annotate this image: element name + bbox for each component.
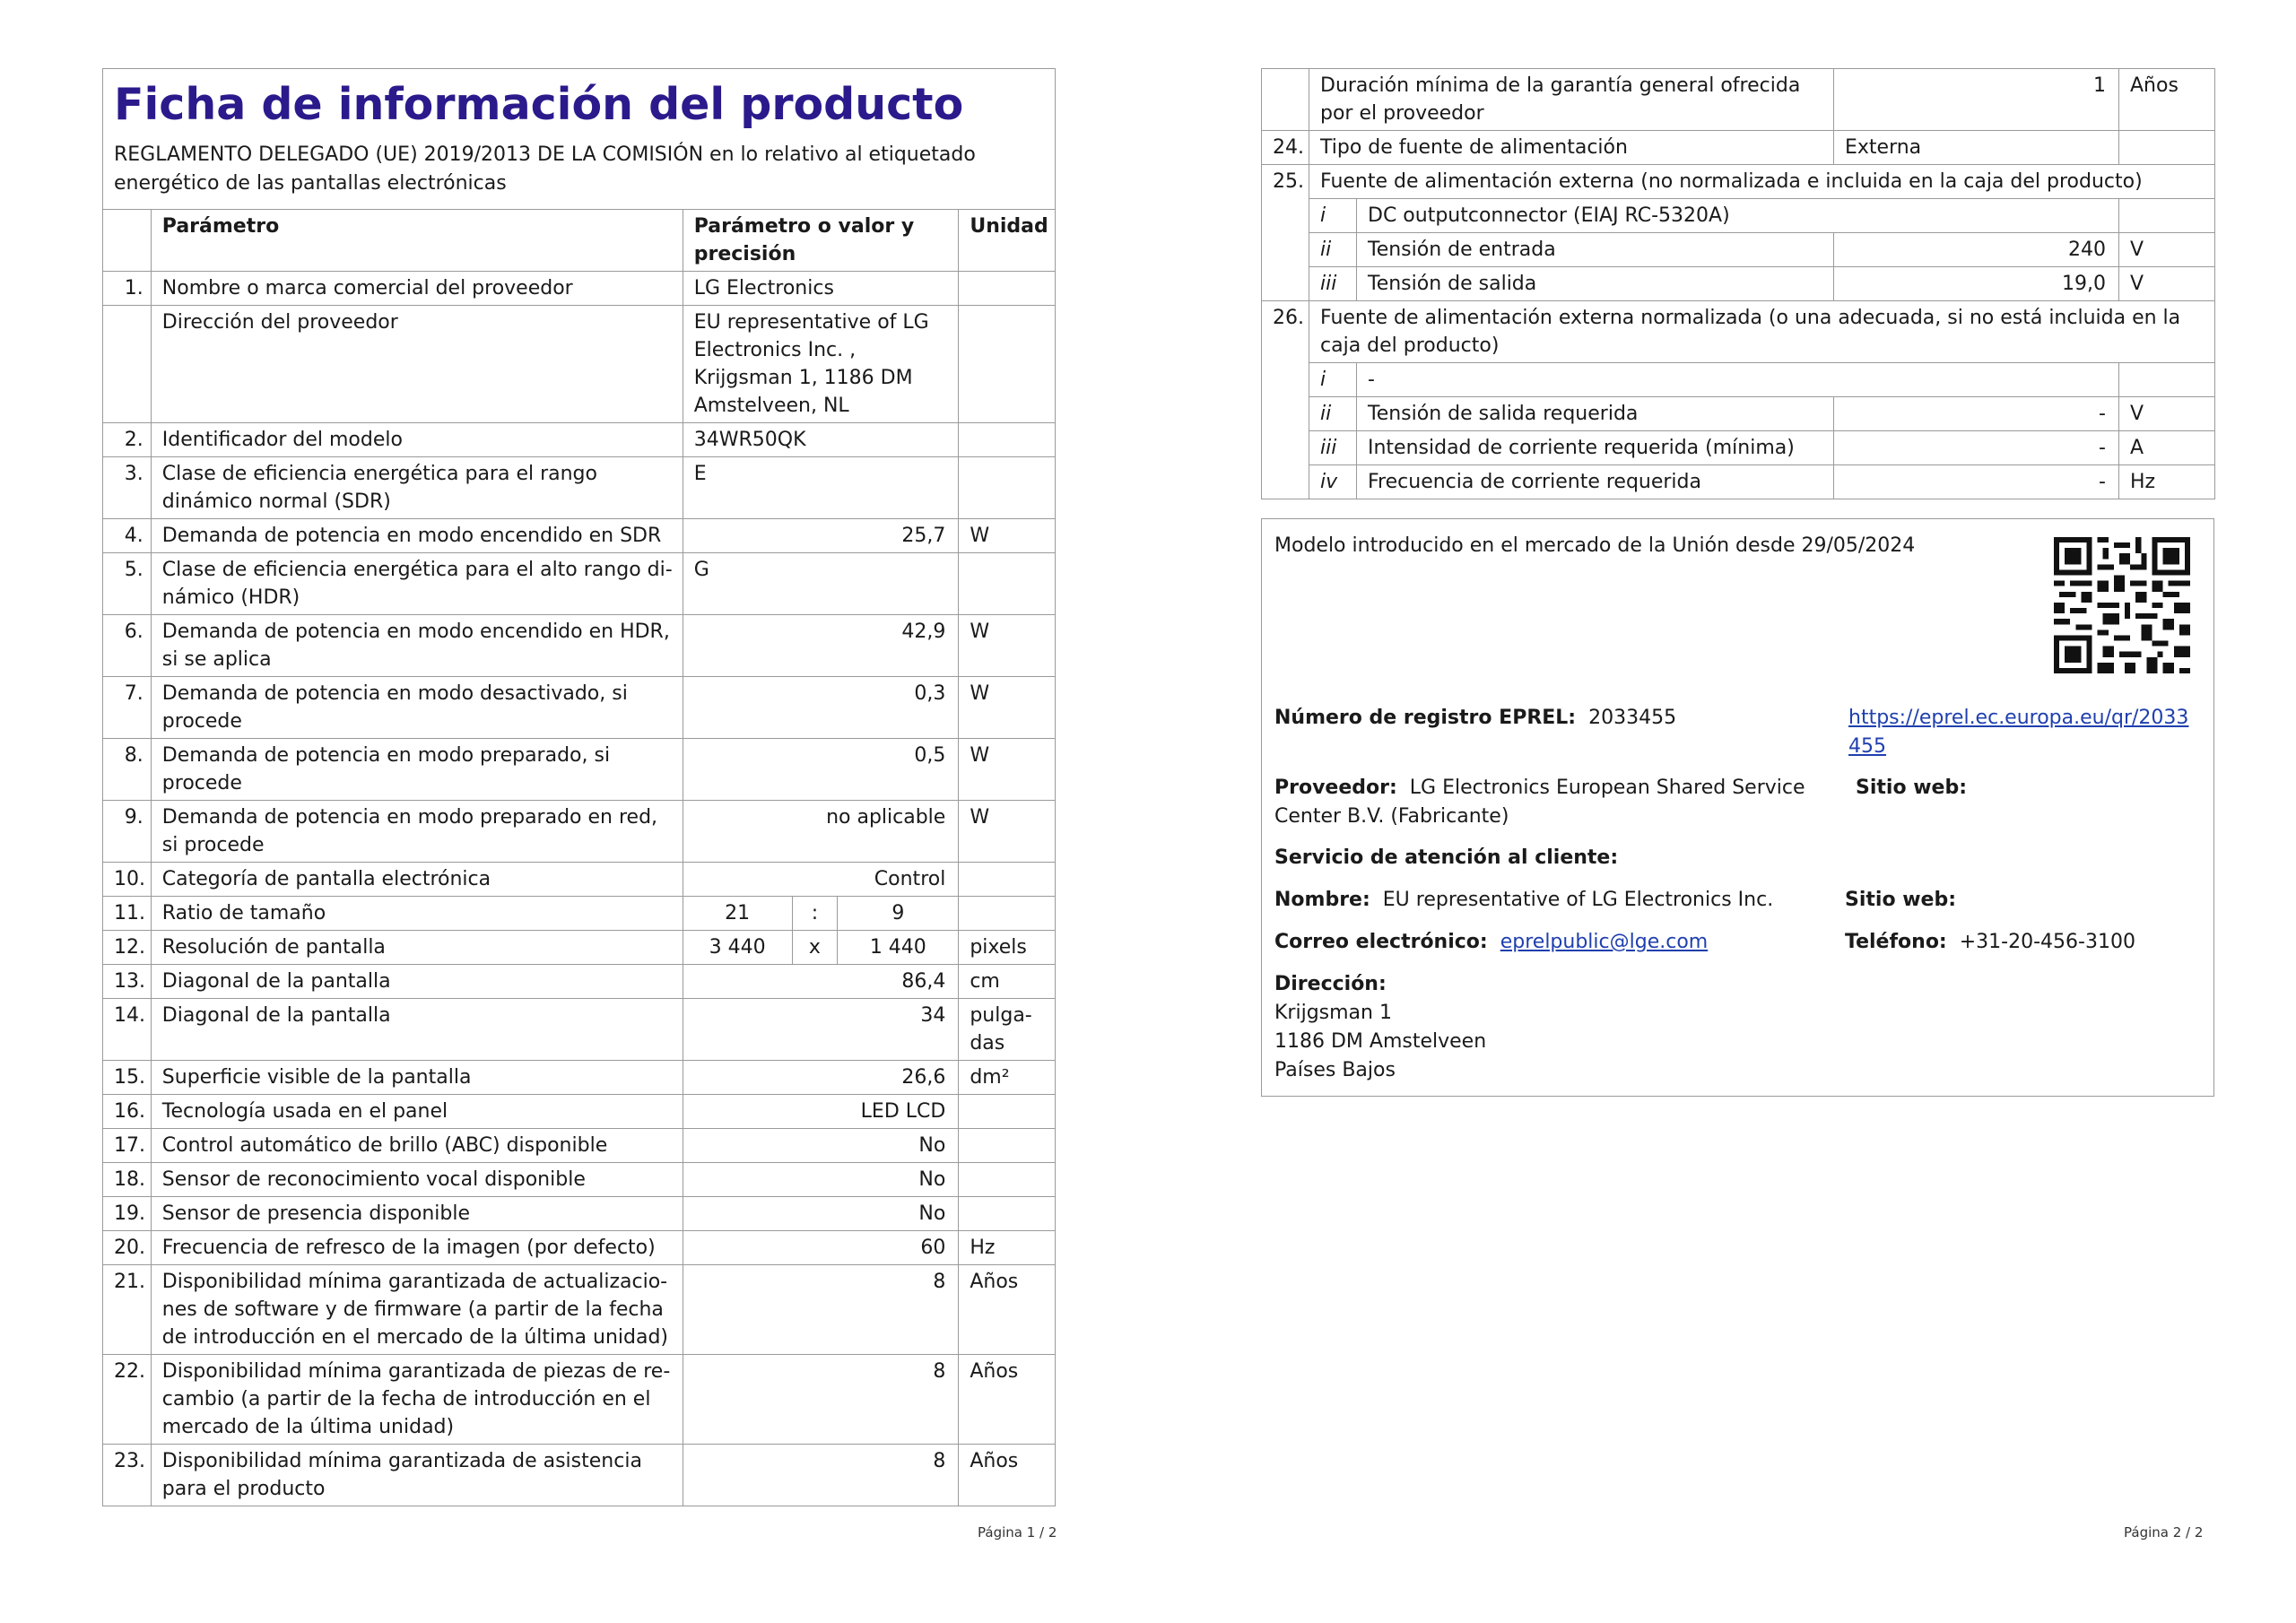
table-row: 10. Categoría de pantalla electrónica Control <box>103 863 1056 897</box>
supplier-website-label: Sitio web: <box>1856 777 1968 799</box>
table-row: iii Tensión de salida 19,0 V <box>1262 267 2215 301</box>
table-row: 4. Demanda de potencia en modo encendido en SDR 25,7 W <box>103 519 1056 553</box>
page-subtitle: REGLAMENTO DELEGADO (UE) 2019/2013 DE LA COMISIÓN en lo relativo al etiquetado energético de las pantallas electrónicas <box>114 143 976 195</box>
product-info-table <box>102 68 1056 1506</box>
table-row: 2. Identificador del modelo 34WR50QK <box>103 423 1056 457</box>
table-row: 5. Clase de eficiencia energética para el alto rango dinámico (HDR) G <box>103 553 1056 615</box>
name-row <box>1274 886 2201 915</box>
supplier-name: LG Electronics European Shared Service Center B.V. (Fabricante) <box>1274 777 1805 828</box>
phone-label: Teléfono: <box>1845 931 1947 953</box>
table-row: ii Tensión de salida requerida - V <box>1262 397 2215 431</box>
contact-website-label: Sitio web: <box>1845 889 1957 911</box>
page-2 <box>1261 68 2214 1097</box>
table-row: 17. Control automático de brillo (ABC) disponible No <box>103 1129 1056 1163</box>
table-header <box>103 210 1056 272</box>
table-row: 8. Demanda de potencia en modo preparado, si procede 0,5 W <box>103 739 1056 801</box>
table-row: 22. Disponibilidad mínima garantizada de piezas de recambio (a partir de la fecha de introducción en el mercado de la última unidad) 8 Años <box>103 1355 1056 1445</box>
table-row: ii Tensión de entrada 240 V <box>1262 233 2215 267</box>
table-row: 6. Demanda de potencia en modo encendido en HDR, si se aplica 42,9 W <box>103 615 1056 677</box>
page-1 <box>102 68 1056 1506</box>
page-title: Ficha de información del producto <box>114 79 964 130</box>
table-row: 25. Fuente de alimentación externa (no normalizada e incluida en la caja del producto) <box>1262 165 2215 199</box>
eprel-number: 2033455 <box>1588 707 1677 729</box>
table-row: iv Frecuencia de corriente requerida - Hz <box>1262 465 2215 499</box>
customer-service-heading: Servicio de atención al cliente: <box>1274 846 1619 869</box>
table-row: 3. Clase de eficiencia energética para el rango dinámico normal (SDR) E <box>103 457 1056 519</box>
supplier-row <box>1274 774 2201 831</box>
header-parameter: Parámetro <box>151 210 683 272</box>
table-row: 9. Demanda de potencia en modo preparado en red, si procede no aplicable W <box>103 801 1056 863</box>
address-line-3: Países Bajos <box>1274 1059 1396 1081</box>
phone-number: +31-20-456-3100 <box>1959 931 2135 953</box>
table-row: 15. Superficie visible de la pantalla 26,6 dm² <box>103 1061 1056 1095</box>
page-2-footer: Página 2 / 2 <box>2124 1524 2204 1541</box>
eprel-label: Número de registro EPREL: <box>1274 707 1577 729</box>
email-label: Correo electrónico: <box>1274 931 1488 953</box>
email-row <box>1274 928 2201 957</box>
name-label: Nombre: <box>1274 889 1370 911</box>
table-row: 20. Frecuencia de refresco de la imagen (por defecto) 60 Hz <box>103 1231 1056 1265</box>
address-line-2: 1186 DM Amstelveen <box>1274 1030 1487 1053</box>
table-row: 14. Diagonal de la pantalla 34 pulgadas <box>103 999 1056 1061</box>
table-row: 26. Fuente de alimentación externa normalizada (o una adecuada, si no está incluida en la caja del producto) <box>1262 301 2215 363</box>
table-row: 13. Diagonal de la pantalla 86,4 cm <box>103 965 1056 999</box>
eprel-row <box>1274 704 2201 761</box>
table-row: 24. Tipo de fuente de alimentación Externa <box>1262 131 2215 165</box>
market-date-text: Modelo introducido en el mercado de la Unión desde 29/05/2024 <box>1274 534 1916 557</box>
eprel-link[interactable]: https://eprel.ec.europa.eu/qr/2033455 <box>1848 707 2189 758</box>
table-row: 23. Disponibilidad mínima garantizada de asistencia para el producto 8 Años <box>103 1445 1056 1506</box>
table-row: 19. Sensor de presencia disponible No <box>103 1197 1056 1231</box>
table-row: Duración mínima de la garantía general ofrecida por el proveedor 1 Años <box>1262 69 2215 131</box>
title-cell <box>103 69 1056 210</box>
table-row: 12. Resolución de pantalla 3 440 x 1 440 pixels <box>103 931 1056 965</box>
table-row: i - <box>1262 363 2215 397</box>
qr-code-icon[interactable] <box>2054 537 2190 673</box>
table-row: 7. Demanda de potencia en modo desactivado, si procede 0,3 W <box>103 677 1056 739</box>
page-1-footer: Página 1 / 2 <box>978 1524 1057 1541</box>
table-row: 11. Ratio de tamaño 21 : 9 <box>103 897 1056 931</box>
table-row: 21. Disponibilidad mínima garantizada de actualizaciones de software y de firmware (a partir de la fecha de introducción en el mercado de la última unidad) 8 Años <box>103 1265 1056 1355</box>
table-row: 16. Tecnología usada en el panel LED LCD <box>103 1095 1056 1129</box>
address-label: Dirección: <box>1274 973 1387 995</box>
registration-info-box <box>1261 518 2214 1097</box>
table-row: i DC outputconnector (EIAJ RC-5320A) <box>1262 199 2215 233</box>
header-unit: Unidad <box>959 210 1056 272</box>
header-value: Parámetro o valor y precisión <box>683 210 959 272</box>
supplier-label: Proveedor: <box>1274 777 1397 799</box>
address-line-1: Krijgsman 1 <box>1274 1002 1392 1024</box>
table-row: 1. Nombre o marca comercial del proveedor LG Electronics <box>103 272 1056 306</box>
email-link[interactable]: eprelpublic@lge.com <box>1500 931 1709 953</box>
power-supply-table <box>1261 68 2215 499</box>
table-row: iii Intensidad de corriente requerida (mínima) - A <box>1262 431 2215 465</box>
table-row: 18. Sensor de reconocimiento vocal disponible No <box>103 1163 1056 1197</box>
table-row: Dirección del proveedor EU representative of LG Electronics Inc. , Krijgsman 1, 1186 DM Amstelveen, NL <box>103 306 1056 423</box>
contact-name: EU representative of LG Electronics Inc. <box>1382 889 1774 911</box>
